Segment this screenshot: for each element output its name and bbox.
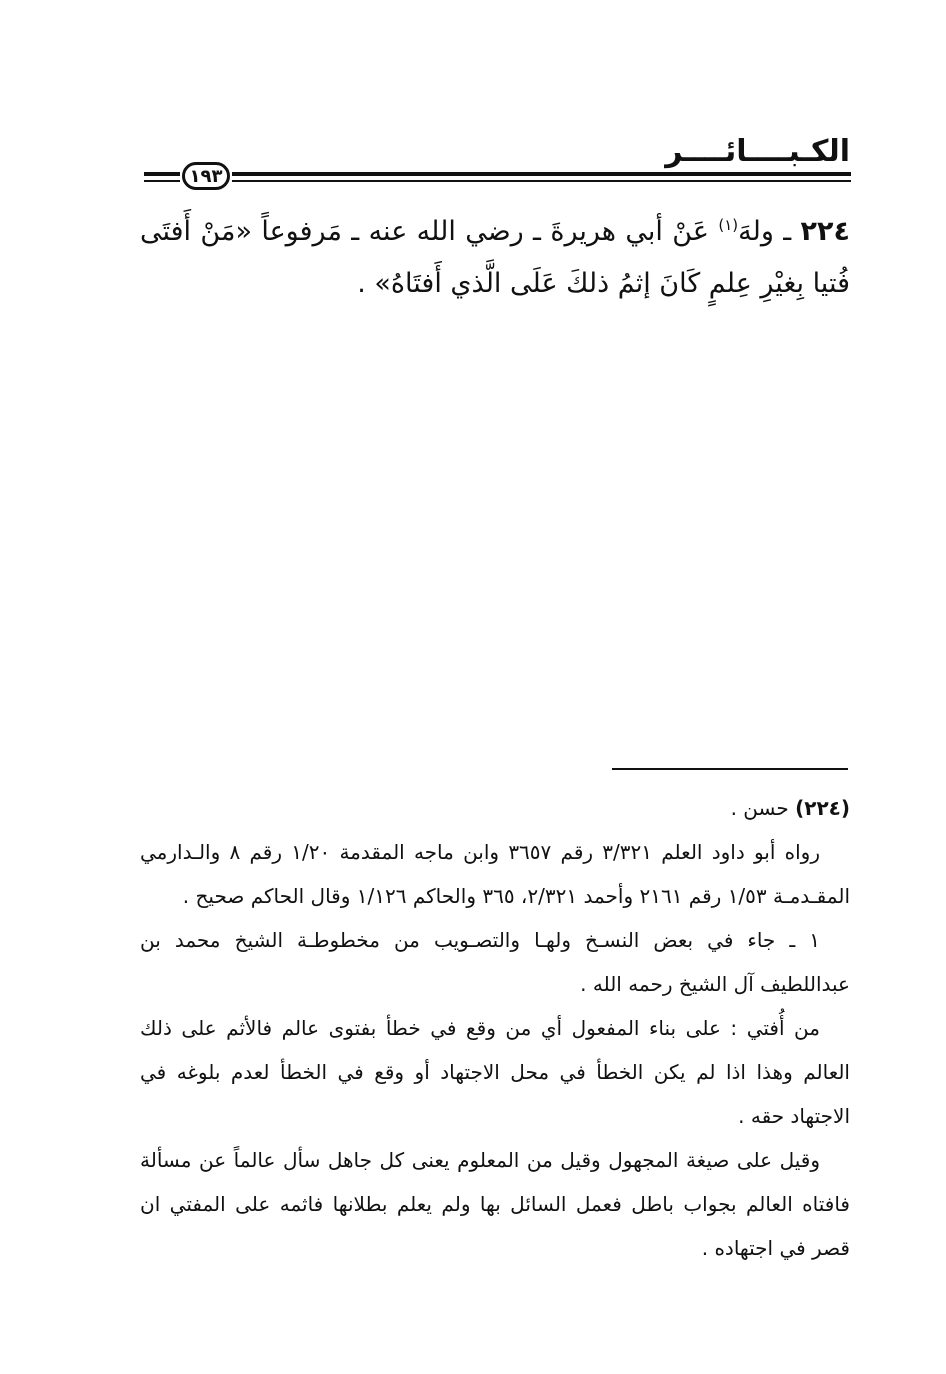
header-rule-thin [232,180,851,182]
hadith-paragraph [140,206,850,310]
header-rule-left-thin [144,180,180,182]
footnote-alternate-reading: وقيل على صيغة المجهول وقيل من المعلوم يعنى كل جاهل سأل عالماً عن مسألة فافتاه العالم بجواب باطل فعمل السائل بها ولم يعلم بطلانها فاثمه على المفتي ان قصر في اجتهاده . [140,1148,850,1260]
footnote-explanation: من أُفتي : على بناء المفعول أي من وقع في خطأ بفتوى عالم فالأثم على ذلك العالم وهذا اذا لم يكن الخطأ في محل الاجتهاد أو وقع في الخطأ لعدم بلوغه في الاجتهاد حقه . [140,1016,850,1128]
footnote-number: (٢٢٤) [795,796,850,820]
footnote-separator [612,768,848,770]
header-rule-thick [232,172,851,176]
footnote-heading [140,786,850,830]
footnotes-section [140,786,850,1270]
footnote-reference-marker[interactable]: (١) [718,216,739,234]
running-header-title: الكـبــــائــــر [665,134,850,169]
footnote-variant-note: ١ ـ جاء في بعض النسـخ ولهـا والتصـويب من مخطوطـة الشيخ محمد بن عبداللطيف آل الشيخ رحمه الله . [140,928,850,996]
hadith-text-body: عَنْ أبي هريرةَ ـ رضي الله عنه ـ مَرفوعاً «مَنْ أَفتَى فُتيا بِغيْرِ عِلمٍ كَانَ إثمُ ذلكَ عَلَى الَّذي أَفتَاهُ» . [140,216,850,299]
hadith-text-start: ـ ولهَ [738,216,801,247]
footnote-grade: حسن . [730,796,796,820]
hadith-number: ٢٢٤ [800,216,850,247]
footnote-sources: رواه أبو داود العلم ٣/٣٢١ رقم ٣٦٥٧ وابن ماجه المقدمة ١/٢٠ رقم ٨ والـدارمي المقـدمـة ١/٥٣ رقم ٢١٦١ وأحمد ٢/٣٢١، ٣٦٥ والحاكم ١/١٢٦ وقال الحاكم صحيح . [140,840,850,908]
page-number-badge: ١٩٣ [182,162,230,190]
header-rule-left-thick [144,172,180,176]
